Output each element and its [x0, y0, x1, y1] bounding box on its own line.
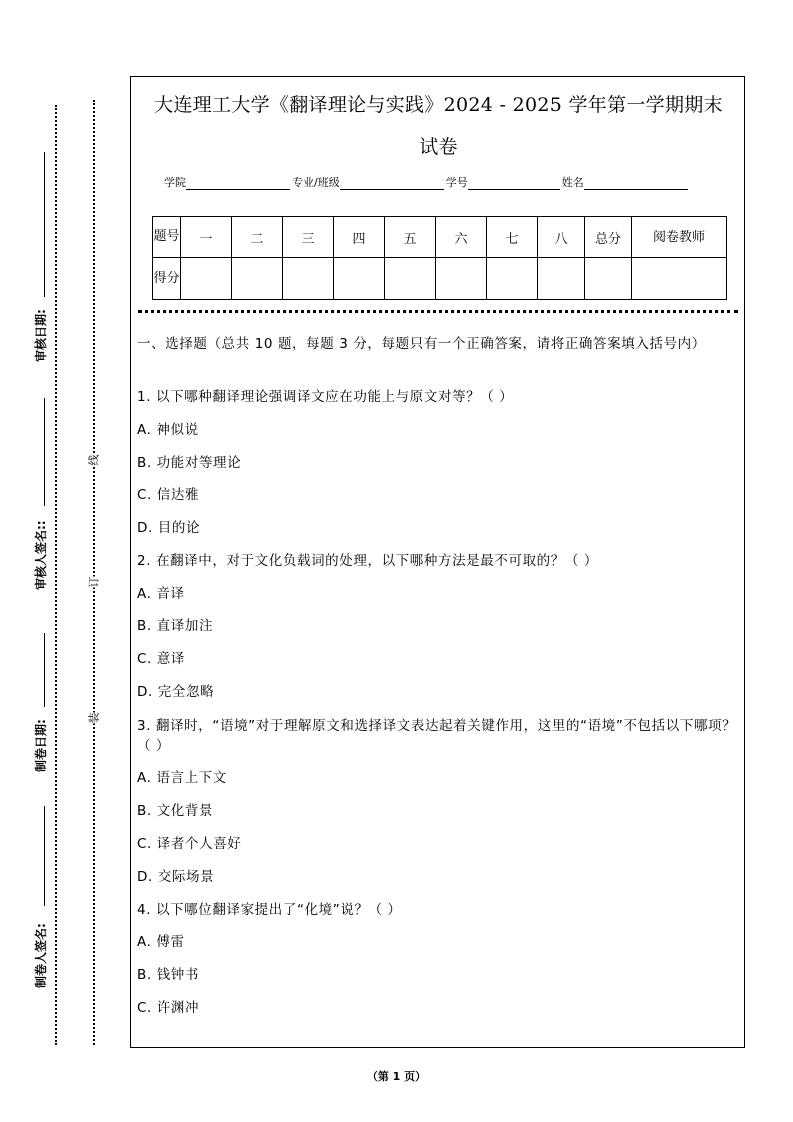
q1-option-a: A. 神似说: [137, 422, 199, 438]
score-cell-6[interactable]: [436, 258, 487, 300]
maker-sign-blank: [44, 806, 45, 906]
question-number-header: 题号: [153, 217, 181, 258]
score-cell-4[interactable]: [334, 258, 385, 300]
exam-title-line2: 试卷: [419, 136, 458, 158]
binding-line-char: 线: [84, 455, 104, 466]
college-field[interactable]: [186, 177, 290, 190]
exam-frame: [130, 76, 745, 1048]
score-cell-5[interactable]: [385, 258, 436, 300]
q3-option-b: B. 文化背景: [137, 803, 214, 819]
review-date-label: 审核日期:: [34, 309, 48, 362]
score-cell-1[interactable]: [181, 258, 232, 300]
student-info-row: [164, 174, 690, 190]
q1-option-c: C. 信达雅: [137, 487, 200, 503]
review-date-blank: [44, 152, 45, 297]
score-col-6: 六: [436, 217, 487, 258]
make-date-label: 制卷日期:: [34, 719, 48, 772]
score-col-7: 七: [487, 217, 538, 258]
q1-option-d: D. 目的论: [137, 520, 201, 536]
q3-option-c: C. 译者个人喜好: [137, 836, 242, 852]
score-col-1: 一: [181, 217, 232, 258]
grader-header: 阅卷教师: [632, 217, 727, 258]
student-id-label: 学号: [445, 176, 468, 189]
binding-dotted-line: [93, 100, 95, 1045]
section1-heading: 一、选择题（总共 10 题，每题 3 分，每题只有一个正确答案，请将正确答案填入括号内）: [137, 336, 706, 352]
question-4: 4. 以下哪位翻译家提出了“化境”说？（ ）: [137, 902, 402, 918]
major-class-label: 专业/班级: [292, 176, 340, 189]
q2-option-c: C. 意译: [137, 651, 186, 667]
reviewer-sign-label: 审核人签名::: [34, 520, 48, 590]
name-label: 姓名: [561, 176, 584, 189]
question-1: 1. 以下哪种翻译理论强调译文应在功能上与原文对等？（ ）: [137, 389, 514, 405]
q4-option-b: B. 钱钟书: [137, 967, 199, 983]
score-cell-7[interactable]: [487, 258, 538, 300]
page-number: （第 1 页）: [366, 1070, 427, 1083]
reviewer-sign-blank: [44, 398, 45, 506]
q4-option-c: C. 许渊冲: [137, 1000, 200, 1016]
score-col-3: 三: [283, 217, 334, 258]
name-field[interactable]: [584, 177, 688, 190]
q2-option-b: B. 直译加注: [137, 618, 214, 634]
make-date-blank: [44, 633, 45, 707]
grader-cell[interactable]: [632, 258, 727, 300]
signature-dotted-line: [55, 105, 57, 1045]
maker-sign-label: 制卷人签名:: [34, 923, 48, 988]
question-3: 3. 翻译时，“语境”对于理解原文和选择译文表达起着关键作用，这里的“语境”不包括以下哪项？（ ）: [137, 718, 737, 754]
q3-option-a: A. 语言上下文: [137, 770, 227, 786]
score-col-2: 二: [232, 217, 283, 258]
score-row-header: 得分: [153, 258, 181, 300]
binding-zhuang-char: 装: [84, 713, 104, 724]
score-cell-3[interactable]: [283, 258, 334, 300]
q3-option-d: D. 交际场景: [137, 869, 215, 885]
score-col-4: 四: [334, 217, 385, 258]
section-separator: [138, 310, 738, 313]
score-cell-total[interactable]: [585, 258, 632, 300]
q2-option-a: A. 音译: [137, 586, 185, 602]
q2-option-d: D. 完全忽略: [137, 684, 215, 700]
score-col-5: 五: [385, 217, 436, 258]
score-col-8: 八: [538, 217, 585, 258]
score-cell-8[interactable]: [538, 258, 585, 300]
binding-ding-char: 订: [84, 577, 104, 588]
exam-title: 大连理工大学《翻译理论与实践》2024 - 2025 学年第一学期期末: [154, 94, 723, 116]
score-col-total: 总分: [585, 217, 632, 258]
major-class-field[interactable]: [340, 177, 444, 190]
score-table: [152, 216, 727, 300]
score-cell-2[interactable]: [232, 258, 283, 300]
q4-option-a: A. 傅雷: [137, 934, 185, 950]
q1-option-b: B. 功能对等理论: [137, 455, 242, 471]
student-id-field[interactable]: [468, 177, 560, 190]
college-label: 学院: [164, 176, 186, 189]
question-2: 2. 在翻译中，对于文化负载词的处理，以下哪种方法是最不可取的？（ ）: [137, 553, 598, 569]
